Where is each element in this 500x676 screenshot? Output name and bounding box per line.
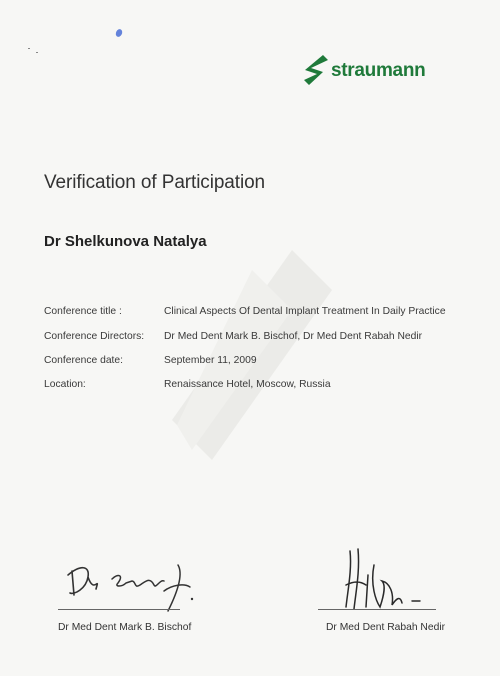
brand-name: straumann <box>331 59 426 81</box>
straumann-logo <box>303 54 425 86</box>
signature-line <box>58 609 180 610</box>
certificate-title: Verification of Participation <box>44 172 265 193</box>
paper-speck <box>36 52 38 53</box>
signatory-name: Dr Med Dent Mark B. Bischof <box>58 622 192 633</box>
detail-label: Conference date: <box>44 355 123 366</box>
signature-bischof <box>60 555 210 617</box>
detail-label: Location: <box>44 379 86 390</box>
detail-label: Conference title : <box>44 306 122 317</box>
straumann-s-logo-icon <box>303 54 329 86</box>
detail-row <box>44 331 464 345</box>
detail-row <box>44 355 464 369</box>
detail-value: Renaissance Hotel, Moscow, Russia <box>164 379 331 390</box>
signature-line <box>318 609 436 610</box>
detail-value: Clinical Aspects Of Dental Implant Treatment In Daily Practice <box>164 306 446 317</box>
detail-label: Conference Directors: <box>44 331 145 342</box>
signature-nedir <box>330 545 440 617</box>
detail-value: Dr Med Dent Mark B. Bischof, Dr Med Dent Rabah Nedir <box>164 331 423 342</box>
participant-name: Dr Shelkunova Natalya <box>44 233 207 250</box>
signatory-name: Dr Med Dent Rabah Nedir <box>326 622 446 633</box>
detail-value: September 11, 2009 <box>164 355 257 366</box>
detail-row <box>44 379 464 393</box>
ink-blot <box>115 28 124 38</box>
detail-row <box>44 306 464 320</box>
paper-speck <box>28 48 30 49</box>
